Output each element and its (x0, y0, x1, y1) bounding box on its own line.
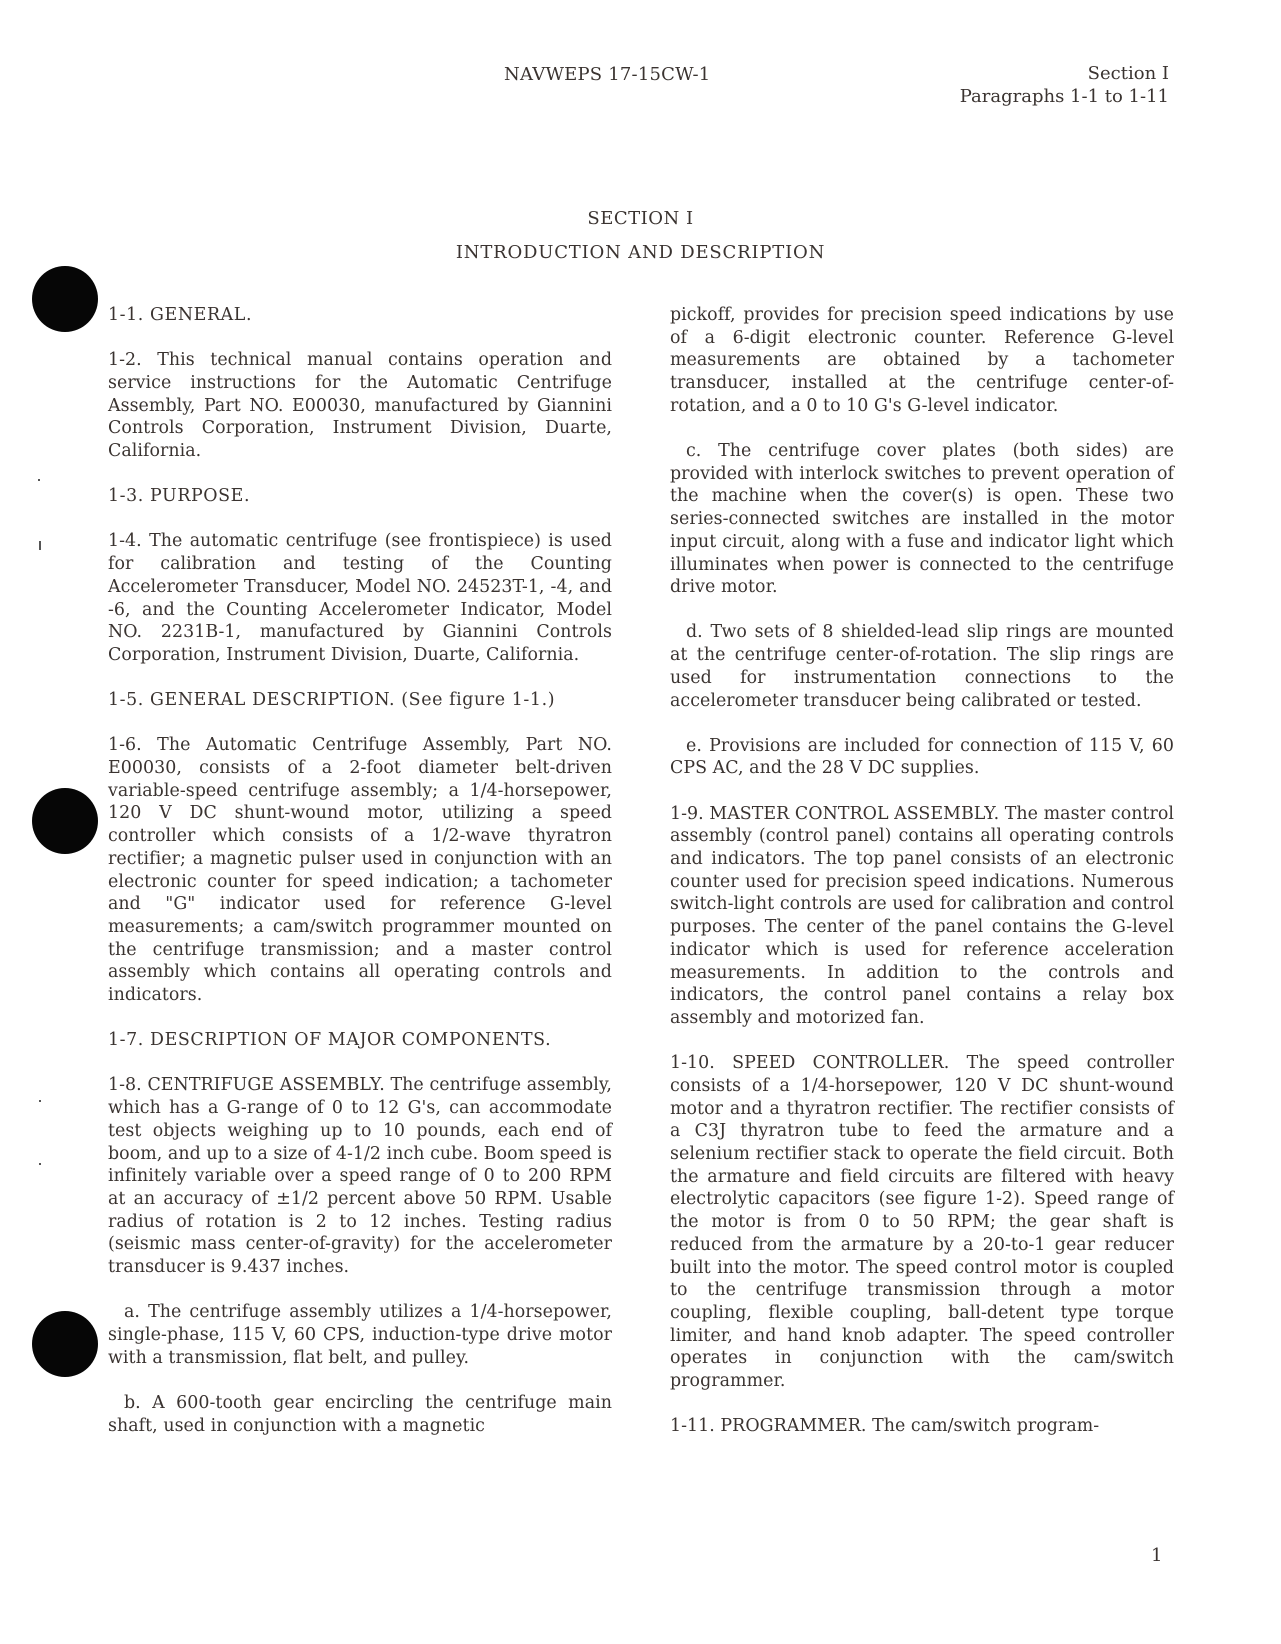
scan-speck (39, 541, 41, 550)
paragraph: 1-9. MASTER CONTROL ASSEMBLY. The master control assembly (control panel) contains all operating controls and indicators. The top panel consists of an electronic counter used for precision speed indications. Numerous switch-light controls are used for calibration and control purposes. The center of the panel contains the G-level indicator which is used for reference acceleration measurements. In addition to the controls and indicators, the control panel contains a relay box assembly and motorized fan. (670, 803, 1174, 1028)
paragraph: 1-4. The automatic centrifuge (see frontispiece) is used for calibration and testing of the Counting Accelerometer Transducer, Model NO. 24523T-1, -4, and -6, and the Counting Accelerometer Indicator, Model NO. 2231B-1, manufactured by Giannini Controls Corporation, Instrument Division, Duarte, California. (108, 531, 612, 665)
paragraph-range: Paragraphs 1-1 to 1-11 (959, 86, 1169, 107)
paragraph-heading: 1-1. GENERAL. (108, 305, 253, 325)
paragraph: 1-6. The Automatic Centrifuge Assembly, Part NO. E00030, consists of a 2-foot diameter belt-driven variable-speed centrifuge assembly; a 1/4-horsepower, 120 V DC shunt-wound motor, utilizing a speed controller which consists of a 1/2-wave thyratron rectifier; a magnetic pulser used in conjunction with an electronic counter for speed indication; a tachometer and "G" indicator used for reference G-level measurements; a cam/switch programmer mounted on the centrifuge transmission; and a master control assembly which contains all operating controls and indicators. (108, 735, 612, 1006)
subparagraph: e. Provisions are included for connection of 115 V, 60 CPS AC, and the 28 V DC supplies. (670, 735, 1174, 779)
binder-hole-bottom (32, 1311, 98, 1377)
paragraph-heading: 1-7. DESCRIPTION OF MAJOR COMPONENTS. (108, 1030, 552, 1051)
subparagraph: b. A 600-tooth gear encircling the centrifuge main shaft, used in conjunction with a magnetic (108, 1392, 612, 1436)
page-number: 1 (1151, 1545, 1163, 1566)
binder-hole-top (32, 266, 98, 332)
document-id: NAVWEPS 17-15CW-1 (504, 64, 711, 85)
paragraph-heading: 1-3. PURPOSE. (108, 486, 251, 507)
paragraph: 1-10. SPEED CONTROLLER. The speed controller consists of a 1/4-horsepower, 120 V DC shunt-wound motor and a thyratron rectifier. The rectifier consists of a C3J thyratron tube to feed the armature and a selenium rectifier stack to operate the field circuit. Both the armature and field circuits are filtered with heavy electrolytic capacitors (see figure 1-2). Speed range of the motor is from 0 to 50 RPM; the gear shaft is reduced from the armature by a 20-to-1 gear reducer built into the motor. The speed control motor is coupled to the centrifuge transmission through a motor coupling, flexible coupling, ball-detent type torque limiter, and hand knob adapter. The speed controller operates in conjunction with the cam/switch programmer. (670, 1053, 1174, 1392)
scan-speck (39, 1100, 41, 1102)
section-title-block (0, 208, 1281, 263)
paragraph-heading: 1-5. GENERAL DESCRIPTION. (See figure 1-1.) (108, 690, 556, 711)
paragraph-continued: pickoff, provides for precision speed indications by use of a 6-digit electronic counter. Reference G-level measurements are obtained by a tachometer transducer, installed at the centrifuge center-of-rotation, and a 0 to 10 G's G-level indicator. (670, 305, 1174, 416)
section-subtitle: INTRODUCTION AND DESCRIPTION (455, 242, 826, 263)
subparagraph: c. The centrifuge cover plates (both sides) are provided with interlock switches to prevent operation of the machine when the cover(s) is open. These two series-connected switches are installed in the motor input circuit, along with a fuse and indicator light which illuminates when power is connected to the centrifuge drive motor. (670, 441, 1174, 598)
paragraph: 1-8. CENTRIFUGE ASSEMBLY. The centrifuge assembly, which has a G-range of 0 to 12 G's, can accommodate test objects weighing up to 10 pounds, each end of boom, and up to a size of 4-1/2 inch cube. Boom speed is infinitely variable over a speed range of 0 to 200 RPM at an accuracy of ±1/2 percent above 50 RPM. Usable radius of rotation is 2 to 12 inches. Testing radius (seismic mass center-of-gravity) for the accelerometer transducer is 9.437 inches. (108, 1075, 612, 1278)
scan-speck (38, 479, 40, 481)
paragraph: 1-2. This technical manual contains operation and service instructions for the Automatic Centrifuge Assembly, Part NO. E00030, manufactured by Giannini Controls Corporation, Instrument Division, Duarte, California. (108, 350, 612, 462)
scan-speck (39, 1163, 41, 1165)
section-label: Section I (1087, 63, 1169, 84)
subparagraph: a. The centrifuge assembly utilizes a 1/4-horsepower, single-phase, 115 V, 60 CPS, induction-type drive motor with a transmission, flat belt, and pulley. (108, 1302, 612, 1368)
paragraph: 1-11. PROGRAMMER. The cam/switch program- (670, 1416, 1100, 1437)
right-column (670, 304, 1174, 1460)
running-header-right (960, 62, 1169, 108)
subparagraph: d. Two sets of 8 shielded-lead slip rings are mounted at the centrifuge center-of-rotation. The slip rings are used for instrumentation connections to the accelerometer transducer being calibrated or tested. (670, 622, 1174, 711)
left-column (108, 304, 612, 1460)
binder-hole-middle (32, 788, 98, 854)
section-title: SECTION I (587, 208, 694, 229)
